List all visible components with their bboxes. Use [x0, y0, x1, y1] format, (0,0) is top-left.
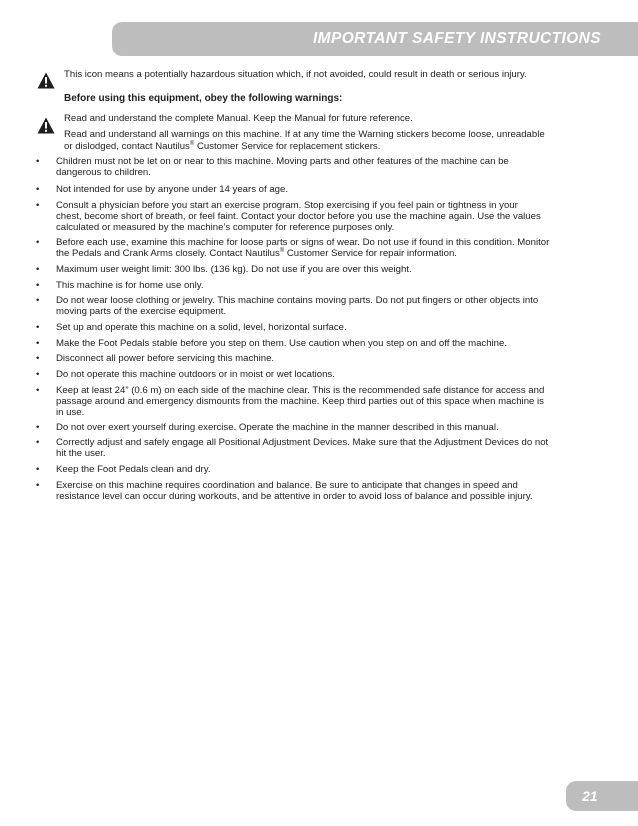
list-item-line: calculated or measured by the machine’s computer for reference purposes only.	[56, 222, 395, 233]
registered-mark: ®	[189, 140, 195, 147]
icon-note-text: This icon means a potentially hazardous situation which, if not avoided, could result in death or serious injury.	[64, 69, 527, 80]
bullet-marker: •	[36, 464, 40, 475]
list-item-line: moving parts of the exercise equipment.	[56, 306, 227, 317]
list-item-text: Customer Service for repair information.	[286, 248, 457, 259]
list-item-line	[56, 248, 457, 259]
list-item-line: dangerous to children.	[56, 167, 151, 178]
warning-line	[64, 141, 380, 152]
bullet-marker: •	[36, 353, 40, 364]
list-item-line: Disconnect all power before servicing this machine.	[56, 353, 275, 364]
bullet-marker: •	[36, 437, 40, 448]
list-item-line: Children must not be let on or near to this machine. Moving parts and other features of the machine can be	[56, 156, 509, 167]
bullet-marker: •	[36, 200, 40, 211]
list-item-line: Keep at least 24” (0.6 m) on each side of the machine clear. This is the recommended safe distance for access and	[56, 385, 545, 396]
bullet-marker: •	[36, 295, 40, 306]
warning-triangle-icon	[37, 117, 55, 134]
bullet-marker: •	[36, 338, 40, 349]
list-item-line: Set up and operate this machine on a solid, level, horizontal surface.	[56, 322, 347, 333]
warning-line-text: Customer Service for replacement stickers.	[196, 141, 381, 152]
list-item-line: Consult a physician before you start an exercise program. Stop exercising if you feel pain or tightness in your	[56, 200, 518, 211]
bullet-marker: •	[36, 264, 40, 275]
bullet-marker: •	[36, 322, 40, 333]
list-item-line: hit the user.	[56, 448, 106, 459]
list-item-line: Make the Foot Pedals stable before you step on them. Use caution when you step on and off the machine.	[56, 338, 508, 349]
list-item-line: Not intended for use by anyone under 14 years of age.	[56, 184, 289, 195]
bullet-marker: •	[36, 156, 40, 167]
list-item-line: Do not operate this machine outdoors or in moist or wet locations.	[56, 369, 335, 380]
bullet-marker: •	[36, 184, 40, 195]
list-item-line: Before each use, examine this machine for loose parts or signs of wear. Do not use if found in this condition. Monitor	[56, 237, 550, 248]
list-item-line: Maximum user weight limit: 300 lbs. (136 kg). Do not use if you are over this weight.	[56, 264, 412, 275]
page-number-tab	[566, 781, 638, 811]
warning-triangle-icon	[37, 72, 55, 89]
bullet-marker: •	[36, 280, 40, 291]
list-item-line: resistance level can occur during workouts, and be attentive in order to avoid loss of balance and possible injury.	[56, 491, 533, 502]
before-using-heading: Before using this equipment, obey the following warnings:	[64, 93, 343, 104]
list-item-line: Exercise on this machine requires coordination and balance. Be sure to anticipate that changes in speed and	[56, 480, 518, 491]
warning-line: Read and understand the complete Manual. Keep the Manual for future reference.	[64, 113, 413, 124]
bullet-marker: •	[36, 385, 40, 396]
header-banner	[112, 22, 638, 56]
list-item-line: Correctly adjust and safely engage all Positional Adjustment Devices. Make sure that the Adjustment Devices do not	[56, 437, 549, 448]
list-item-line: chest, become short of breath, or feel faint. Contact your doctor before you use the machine again. Use the values	[56, 211, 541, 222]
bullet-marker: •	[36, 237, 40, 248]
list-item-line: passage around and emergency dismounts from the machine. Keep third parties out of this space when machine is	[56, 396, 544, 407]
list-item-line: in use.	[56, 407, 85, 418]
warning-line: Read and understand all warnings on this machine. If at any time the Warning stickers become loose, unreadable	[64, 129, 545, 140]
bullet-marker: •	[36, 480, 40, 491]
list-item-line: Do not wear loose clothing or jewelry. This machine contains moving parts. Do not put fingers or other objects into	[56, 295, 539, 306]
bullet-marker: •	[36, 369, 40, 380]
list-item-text: the Pedals and Crank Arms closely. Contact Nautilus	[56, 248, 280, 259]
list-item-line: This machine is for home use only.	[56, 280, 204, 291]
bullet-marker: •	[36, 422, 40, 433]
registered-mark: ®	[279, 247, 285, 254]
warning-line-text: or dislodged, contact Nautilus	[64, 141, 190, 152]
list-item-line: Do not over exert yourself during exercise. Operate the machine in the manner described in this manual.	[56, 422, 499, 433]
list-item-line: Keep the Foot Pedals clean and dry.	[56, 464, 211, 475]
page-number: 21	[582, 788, 598, 804]
page-title: IMPORTANT SAFETY INSTRUCTIONS	[312, 30, 601, 47]
